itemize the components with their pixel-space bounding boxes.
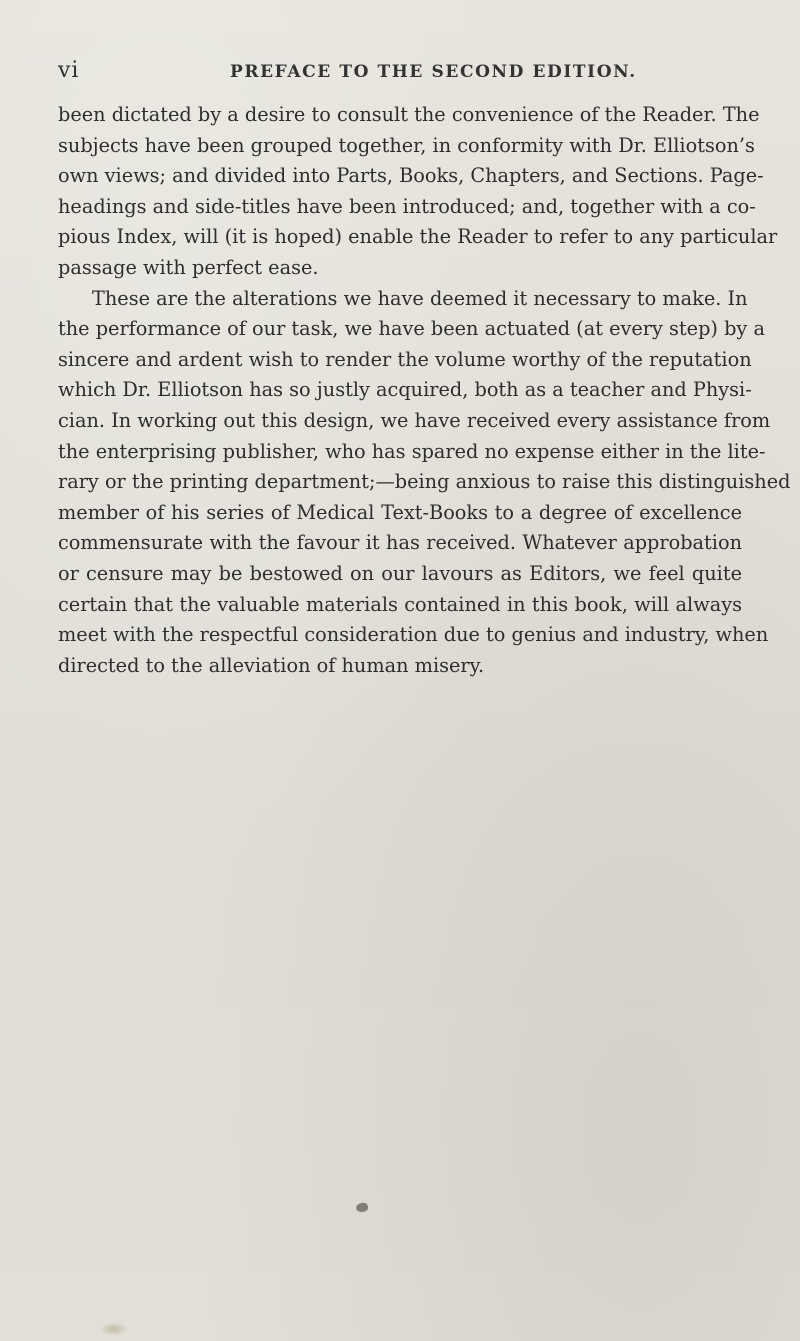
text-line: been dictated by a desire to consult the convenience of the Reader. The [58, 103, 760, 126]
text-line: directed to the alleviation of human misery. [58, 653, 485, 677]
text-line: the enterprising publisher, who has spared no expense either in the lite- [58, 439, 766, 463]
text-line: cian. In working out this design, we have received every assistance from [58, 408, 771, 432]
text-line: member of his series of Medical Text-Books to a degree of excellence [58, 500, 742, 524]
text-line: passage with perfect ease. [58, 255, 319, 279]
page-header [58, 58, 748, 88]
paper-stain [100, 1322, 128, 1336]
text-line: headings and side-titles have been introduced; and, together with a co- [58, 194, 756, 218]
text-line: own views; and divided into Parts, Books, Chapters, and Sections. Page- [58, 164, 764, 188]
text-line: pious Index, will (it is hoped) enable the Reader to refer to any particular [58, 225, 778, 249]
ink-speck [355, 1202, 369, 1214]
text-line: sincere and ardent wish to render the volume worthy of the reputation [58, 347, 752, 371]
text-line: subjects have been grouped together, in conformity with Dr. Elliotson’s [58, 133, 755, 157]
running-head: PREFACE TO THE SECOND EDITION. [230, 62, 637, 82]
text-line: certain that the valuable materials contained in this book, will always [58, 592, 742, 616]
text-line: the performance of our task, we have been actuated (at every step) by a [58, 317, 765, 341]
page-number: vi [58, 58, 80, 83]
text-line: or censure may be bestowed on our lavours as Editors, we feel quite [58, 561, 742, 585]
text-line: rary or the printing department;—being anxious to raise this distinguished [58, 470, 791, 494]
text-line: which Dr. Elliotson has so justly acquired, both as a teacher and Physi- [58, 378, 752, 402]
text-line: meet with the respectful consideration due to genius and industry, when [58, 623, 769, 647]
text-line: commensurate with the favour it has received. Whatever approbation [58, 531, 742, 555]
paragraph-start-line: These are the alterations we have deemed it necessary to make. In [92, 286, 748, 310]
body-text [58, 100, 791, 681]
